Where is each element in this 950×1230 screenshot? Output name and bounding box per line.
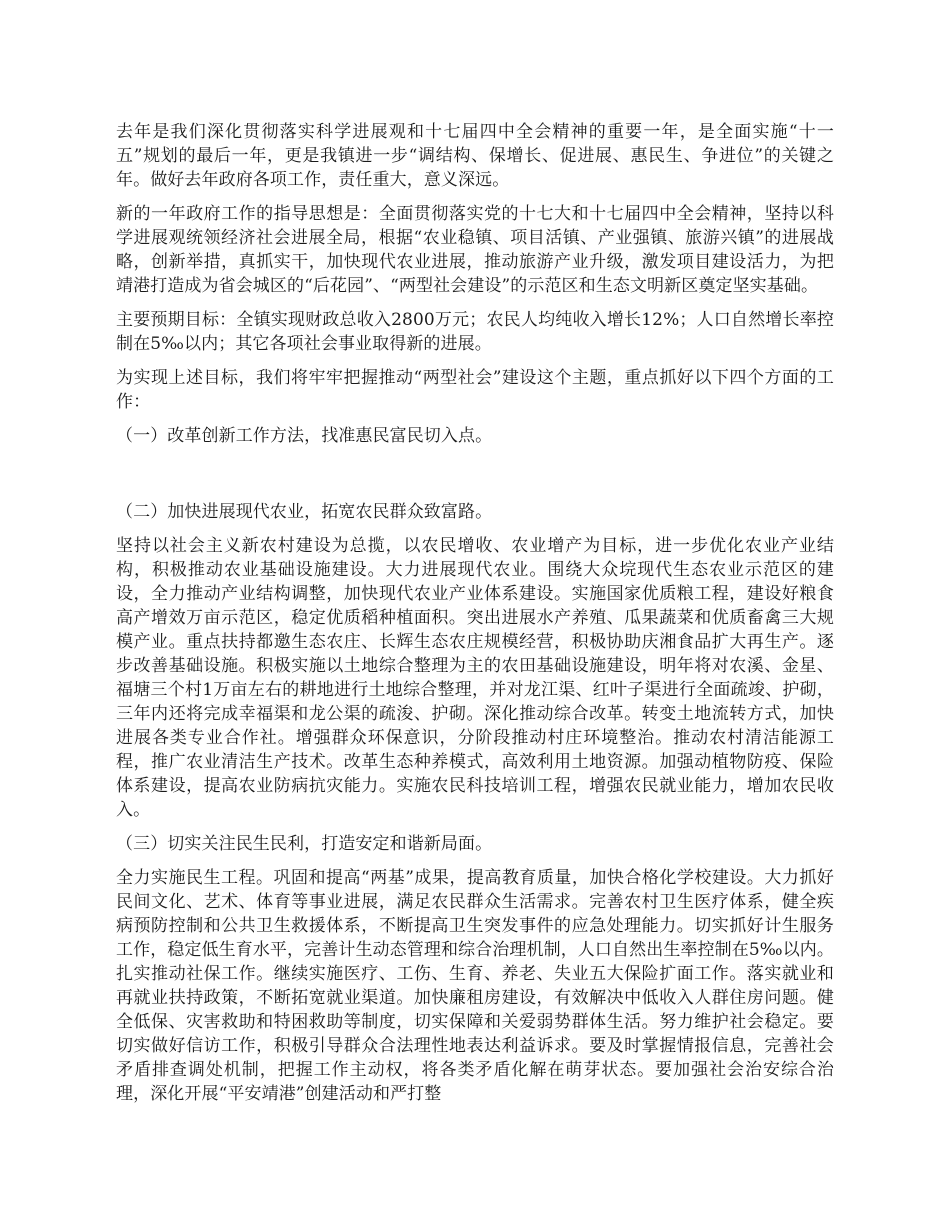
- guiding-ideology-paragraph: 新的一年政府工作的指导思想是：全面贯彻落实党的十七大和十七届四中全会精神，坚持以科学进展观统领经济社会进展全局，根据“农业稳镇、项目活镇、产业强镇、旅游兴镇”的进展战略，创新举措，真抓实干，加快现代农业进展，推动旅游产业升级，激发项目建设活力，为把靖港打造成为省会城区的“后花园”、“两型社会建设”的示范区和生态文明新区奠定坚实基础。: [116, 204, 834, 296]
- targets-paragraph: 主要预期目标：全镇实现财政总收入2800万元；农民人均纯收入增长12%；人口自然增长率控制在5‰以内；其它各项社会事业取得新的进展。: [116, 310, 834, 354]
- section-heading-2: （二）加快进展现代农业，拓宽农民群众致富路。: [116, 502, 493, 522]
- livelihood-paragraph: 全力实施民生工程。巩固和提高“两基”成果，提高教育质量，加快合格化学校建设。大力抓好民间文化、艺术、体育等事业进展，满足农民群众生活需求。完善农村卫生医疗体系，健全疾病预防控制和公共卫生救援体系，不断提高卫生突发事件的应急处理能力。切实抓好计生服务工作，稳定低生育水平，完善计生动态管理和综合治理机制，人口自然出生率控制在5‰以内。扎实推动社保工作。继续实施医疗、工伤、生育、养老、失业五大保险扩面工作。落实就业和再就业扶持政策，不断拓宽就业渠道。加快廉租房建设，有效解决中低收入人群住房问题。健全低保、灾害救助和特困救助等制度，切实保障和关爱弱势群体生活。努力维护社会稳定。要切实做好信访工作，积极引导群众合法理性地表达利益诉求。要及时掌握情报信息，完善社会矛盾排查调处机制，把握工作主动权，将各类矛盾化解在萌芽状态。要加强社会治安综合治理，深化开展“平安靖港”创建活动和严打整: [116, 868, 834, 1104]
- focus-areas-paragraph: 为实现上述目标，我们将牢牢把握推动“两型社会”建设这个主题，重点抓好以下四个方面的工作：: [116, 368, 834, 412]
- intro-paragraph: 去年是我们深化贯彻落实科学进展观和十七届四中全会精神的重要一年，是全面实施“十一五”规划的最后一年，更是我镇进一步“调结构、保增长、促进展、惠民生、争进位”的关键之年。做好去年政府各项工作，责任重大，意义深远。: [116, 122, 834, 190]
- section-heading-3: （三）切实关注民生民利，打造安定和谐新局面。: [116, 834, 493, 854]
- section-gap: [116, 458, 834, 500]
- agriculture-paragraph: 坚持以社会主义新农村建设为总揽，以农民增收、农业增产为目标，进一步优化农业产业结构，积极推动农业基础设施建设。大力进展现代农业。围绕大众垸现代生态农业示范区的建设，全力推动产业结构调整，加快现代农业产业体系建设。实施国家优质粮工程，建设好粮食高产增效万亩示范区，稳定优质稻种植面积。突出进展水产养殖、瓜果蔬菜和优质畜禽三大规模产业。重点扶持都邀生态农庄、长辉生态农庄规模经营，积极协助庆湘食品扩大再生产。逐步改善基础设施。积极实施以土地综合整理为主的农田基础设施建设，明年将对农溪、金星、福塘三个村1万亩左右的耕地进行土地综合整理，并对龙江渠、红叶子渠进行全面疏竣、护砌，三年内还将完成幸福渠和龙公渠的疏浚、护砌。深化推动综合改革。转变土地流转方式，加快进展各类专业合作社。增强群众环保意识，分阶段推动村庄环境整治。推动农村清洁能源工程，推广农业清洁生产技术。改革生态种养模式，高效利用土地资源。加强动植物防疫、保险体系建设，提高农业防病抗灾能力。实施农民科技培训工程，增强农民就业能力，增加农民收入。: [116, 536, 834, 820]
- section-heading-1: （一）改革创新工作方法，找准惠民富民切入点。: [116, 426, 493, 446]
- document-body: [116, 120, 834, 1116]
